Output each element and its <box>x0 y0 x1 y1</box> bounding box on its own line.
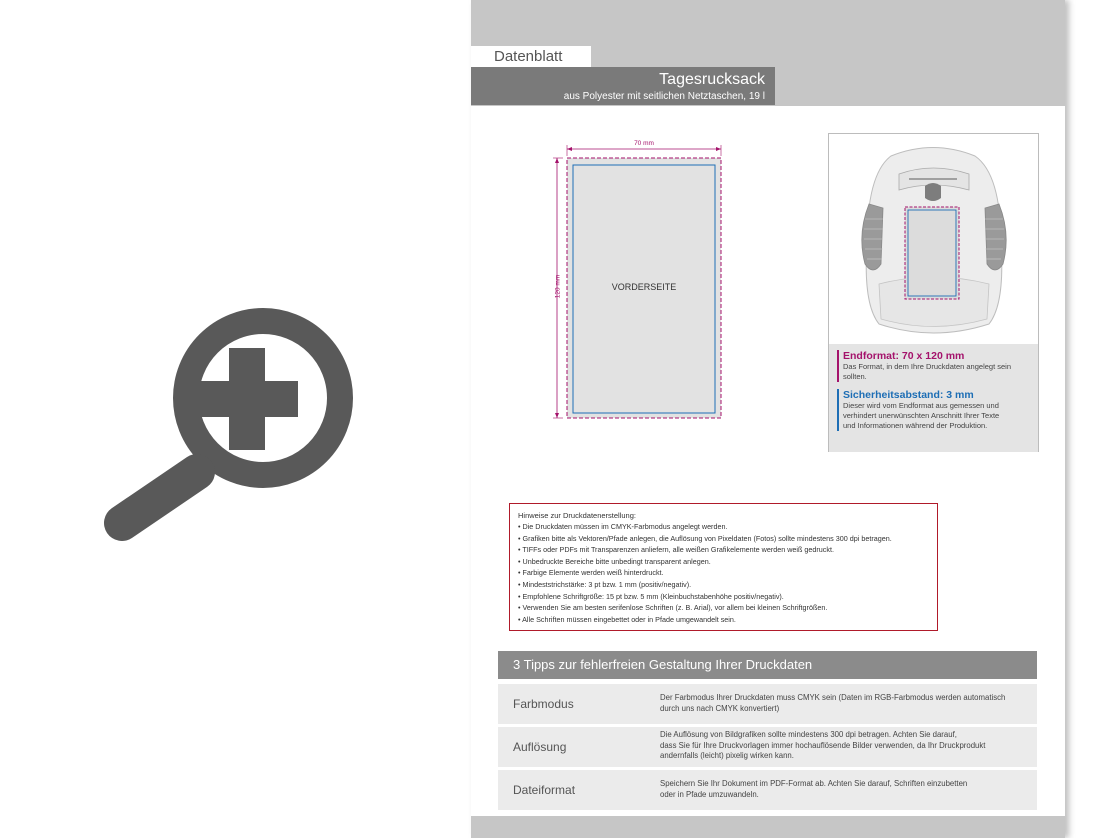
end-format-heading: Endformat: 70 x 120 mm <box>843 350 965 362</box>
list-item: • Verwenden Sie am besten serifenlose Schriften (z. B. Arial), vor allem bei kleinen Schriftgrößen. <box>518 603 828 613</box>
table-row <box>498 684 1037 724</box>
tips-heading: 3 Tipps zur fehlerfreien Gestaltung Ihrer Druckdaten <box>498 651 1037 679</box>
product-title: Tagesrucksack <box>659 71 765 88</box>
table-row <box>498 770 1037 810</box>
table-row <box>498 727 1037 767</box>
tip-text: Der Farbmodus Ihrer Druckdaten muss CMYK sein (Daten im RGB-Farbmodus werden automatisch durch uns nach CMYK konvertiert) <box>660 693 1006 713</box>
product-preview-box <box>828 133 1039 452</box>
product-subtitle: aus Polyester mit seitlichen Netztaschen, 19 l <box>563 91 765 102</box>
list-item: • Alle Schriften müssen eingebettet oder in Pfade umgewandelt sein. <box>518 614 736 624</box>
tip-label: Farbmodus <box>513 697 574 711</box>
safety-margin-heading: Sicherheitsabstand: 3 mm <box>843 389 974 401</box>
product-title-bar <box>471 67 775 105</box>
list-item: • Grafiken bitte als Vektoren/Pfade anlegen, die Auflösung von Pixeldaten (Fotos) sollte mindestens 300 dpi betragen. <box>518 533 892 543</box>
list-item: • Unbedruckte Bereiche bitte unbedingt transparent anlegen. <box>518 556 711 566</box>
end-format-info: Endformat: 70 x 120 mm Das Format, in dem Ihre Druckdaten angelegt sein sollten. <box>837 350 1030 382</box>
hints-list <box>518 521 929 625</box>
zoom-in-icon[interactable] <box>100 240 360 550</box>
hints-title: Hinweise zur Druckdatenerstellung: <box>518 511 636 520</box>
page-footer-band <box>471 816 1065 838</box>
list-item: • Empfohlene Schriftgröße: 15 pt bzw. 5 mm (Kleinbuchstabenhöhe positiv/negativ). <box>518 591 784 601</box>
datasheet-page <box>471 0 1065 838</box>
list-item: • Die Druckdaten müssen im CMYK-Farbmodus angelegt werden. <box>518 522 728 531</box>
list-item: • Farbige Elemente werden weiß hinterdruckt. <box>518 568 664 578</box>
tip-label: Dateiformat <box>513 783 576 797</box>
format-info-panel <box>829 344 1038 452</box>
safety-margin-info: Sicherheitsabstand: 3 mm Dieser wird vom Endformat aus gemessen und verhindert unerwünschten Anschnitt Ihrer Texte und Informationen während der Produktion. <box>837 389 1030 431</box>
datasheet-tab: Datenblatt <box>471 46 591 67</box>
tip-text: Speichern Sie Ihr Dokument im PDF-Format ab. Achten Sie darauf, Schriften einzubetten oder in Pfade umzuwandeln. <box>660 779 968 799</box>
list-item: • Mindeststrichstärke: 3 pt bzw. 1 mm (positiv/negativ). <box>518 579 692 589</box>
width-dimension-label: 70 mm <box>619 140 669 147</box>
tip-label: Auflösung <box>513 740 567 754</box>
front-side-label: VORDERSEITE <box>611 282 677 292</box>
list-item: • TIFFs oder PDFs mit Transparenzen anliefern, alle weißen Grafikelemente werden weiß gedruckt. <box>518 545 834 555</box>
print-data-hints <box>509 503 938 631</box>
height-dimension-label: 120 mm <box>554 274 562 299</box>
backpack-illustration <box>829 134 1038 342</box>
tip-text: Die Auflösung von Bildgrafiken sollte mindestens 300 dpi betragen. Achten Sie darauf, dass Sie für Ihre Druckvorlagen immer hochauflösende Bilder verwenden, da Ihr Druckprodukt andernfalls (leicht) pixelig wirken kann. <box>660 730 986 760</box>
